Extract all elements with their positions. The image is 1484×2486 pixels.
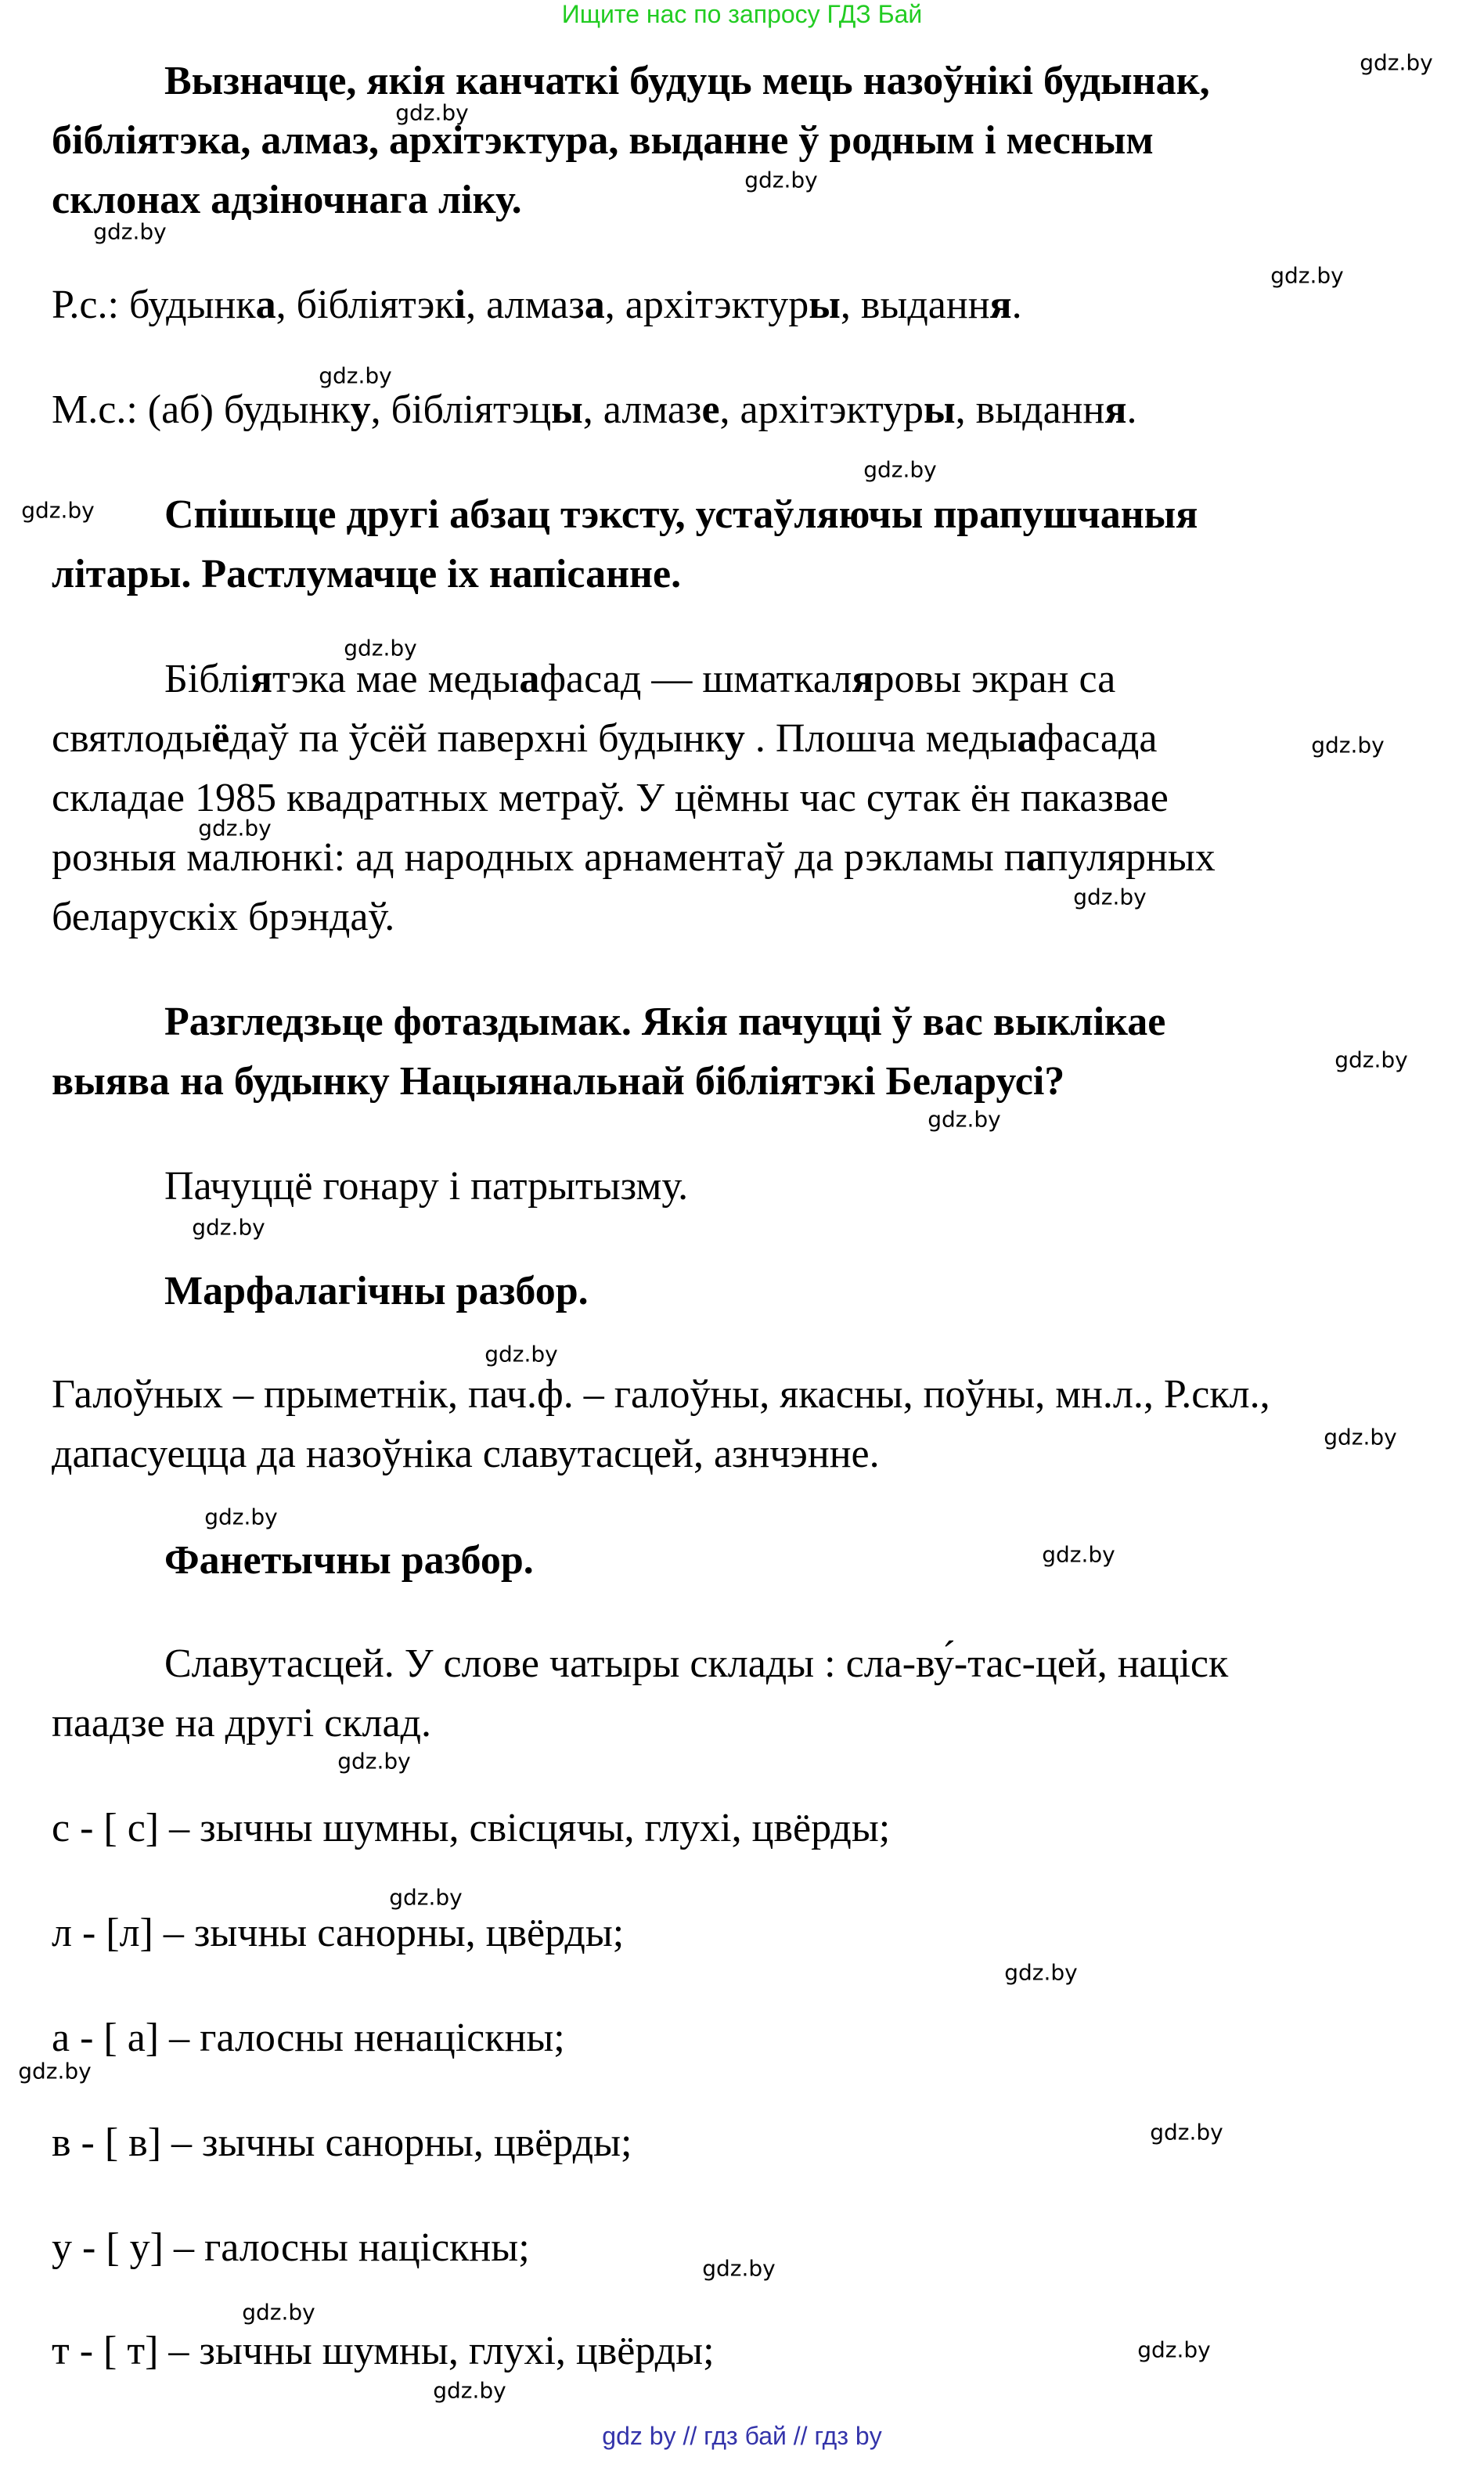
watermark: gdz.by <box>93 218 167 245</box>
watermark: gdz.by <box>1137 2336 1211 2363</box>
text-segment: , бібліятэц <box>370 387 552 432</box>
watermark: gdz.by <box>1270 262 1344 289</box>
highlighted-letter: я <box>1104 387 1127 432</box>
text-segment: , бібліятэк <box>276 283 455 327</box>
text-segment: , алмаз <box>466 283 585 327</box>
watermark: gdz.by <box>1150 2119 1223 2146</box>
task-2-paragraph <box>52 715 1157 762</box>
highlighted-letter: у <box>350 387 371 432</box>
watermark: gdz.by <box>1311 732 1385 758</box>
morphology-heading <box>164 1268 589 1315</box>
text-segment: тэка мае меды <box>272 657 520 701</box>
watermark: gdz.by <box>1360 49 1433 76</box>
sound-item <box>52 2328 715 2375</box>
highlighted-letter: у <box>724 716 745 761</box>
text-segment: а - [ а] – галосны ненаціскны; <box>52 2016 565 2060</box>
text-segment: т - [ т] – зычны шумны, глухі, цвёрды; <box>52 2329 715 2373</box>
highlighted-letter: я <box>852 657 874 701</box>
highlighted-letter: а <box>1025 835 1046 880</box>
watermark: gdz.by <box>21 497 95 524</box>
watermark: gdz.by <box>337 1748 411 1774</box>
text-segment: у - [ у] – галосны націскны; <box>52 2225 530 2270</box>
highlighted-letter: ы <box>924 387 956 432</box>
text-segment: . Плошча меды <box>744 716 1018 761</box>
watermark: gdz.by <box>242 2299 315 2326</box>
text-segment: Р.с.: будынк <box>52 283 256 327</box>
task-3-question <box>164 999 1165 1046</box>
task-1-question <box>164 58 1210 105</box>
sound-item <box>52 1805 890 1852</box>
watermark: gdz.by <box>863 456 937 483</box>
text-segment: даў па ўсёй паверхні будынк <box>229 716 725 761</box>
highlighted-letter: Марфалагічны разбор. <box>164 1269 589 1313</box>
watermark: gdz.by <box>1042 1541 1115 1568</box>
text-segment: беларускіх брэндаў. <box>52 895 395 939</box>
text-segment: , выданн <box>840 283 990 327</box>
task-1-question <box>52 177 522 224</box>
phonetics-text <box>164 1641 1228 1688</box>
task-2-question <box>52 551 681 598</box>
text-segment: , архітэктур <box>719 387 924 432</box>
highlighted-letter: выява на будынку Нацыянальнай бібліятэкі Беларусі? <box>52 1059 1065 1104</box>
text-segment: , алмаз <box>582 387 702 432</box>
highlighted-letter: літары. Растлумачце іх напісанне. <box>52 552 682 596</box>
highlighted-letter: склонах адзіночнага ліку. <box>52 178 522 222</box>
sound-item <box>52 2225 530 2272</box>
text-segment: дапасуецца да назоўніка славутасцей, азнчэнне. <box>52 1432 880 1476</box>
sound-item <box>52 2120 632 2167</box>
text-segment: ровы экран са <box>873 657 1116 701</box>
watermark: gdz.by <box>744 167 818 193</box>
highlighted-letter: а <box>519 657 540 701</box>
text-segment: , архітэктур <box>604 283 809 327</box>
highlighted-letter: і <box>454 283 466 327</box>
task-3-question <box>52 1058 1064 1105</box>
task-3-answer <box>164 1163 688 1210</box>
phonetics-text <box>52 1700 431 1747</box>
highlighted-letter: Вызначце, якія канчаткі будуць мець назоўнікі будынак, <box>164 59 1210 103</box>
task-1-question <box>52 117 1154 164</box>
watermark: gdz.by <box>319 362 392 389</box>
highlighted-letter: Спішыце другі абзац тэксту, устаўляючы прапушчаныя <box>164 492 1198 537</box>
text-segment: фасад — шматкал <box>539 657 852 701</box>
highlighted-letter: бібліятэка, алмаз, архітэктура, выданне ў родным і месным <box>52 118 1154 163</box>
task-2-paragraph <box>164 656 1115 703</box>
watermark: gdz.by <box>1324 1424 1397 1450</box>
genitive-answer <box>52 282 1022 329</box>
text-segment: М.с.: (аб) будынк <box>52 387 351 432</box>
task-2-paragraph <box>52 834 1216 881</box>
watermark: gdz.by <box>198 815 272 841</box>
text-segment: л - [л] – зычны санорны, цвёрды; <box>52 1911 625 1955</box>
highlighted-letter: я <box>250 657 273 701</box>
watermark: gdz.by <box>344 635 417 661</box>
locative-answer <box>52 387 1136 434</box>
highlighted-letter: ы <box>551 387 583 432</box>
watermark: gdz.by <box>18 2058 92 2084</box>
watermark: gdz.by <box>204 1504 278 1530</box>
text-segment: . <box>1011 283 1022 327</box>
text-segment: с - [ с] – зычны шумны, свісцячы, глухі, цвёрды; <box>52 1806 891 1850</box>
text-segment: , выданн <box>955 387 1105 432</box>
sound-item <box>52 1910 624 1957</box>
text-segment: пулярных <box>1046 835 1216 880</box>
watermark: gdz.by <box>702 2255 776 2282</box>
highlighted-letter: а <box>1017 716 1038 761</box>
morphology-text <box>52 1431 880 1478</box>
highlighted-letter: а <box>255 283 276 327</box>
search-hint-banner[interactable]: Ищите нас по запросу ГДЗ Бай <box>561 0 923 28</box>
watermark: gdz.by <box>484 1341 558 1367</box>
watermark: gdz.by <box>389 1884 463 1911</box>
watermark: gdz.by <box>1004 1959 1078 1986</box>
sound-item <box>52 2015 565 2062</box>
watermark: gdz.by <box>1335 1047 1408 1073</box>
text-segment: фасада <box>1037 716 1158 761</box>
watermark: gdz.by <box>192 1214 265 1241</box>
highlighted-letter: е <box>701 387 720 432</box>
watermark: gdz.by <box>395 99 469 126</box>
task-2-question <box>164 492 1198 539</box>
phonetics-heading <box>164 1537 534 1584</box>
text-segment: паадзе на другі склад. <box>52 1701 431 1746</box>
text-segment: . <box>1126 387 1137 432</box>
task-2-paragraph <box>52 894 394 941</box>
highlighted-letter: Разгледзьце фотаздымак. Якія пачуцці ў вас выклікае <box>164 1000 1166 1044</box>
highlighted-letter: ё <box>211 716 230 761</box>
text-segment: складае 1985 квадратных метраў. У цёмны час сутак ён паказвае <box>52 776 1169 820</box>
watermark: gdz.by <box>928 1106 1001 1133</box>
text-segment: Біблі <box>164 657 250 701</box>
highlighted-letter: а <box>584 283 605 327</box>
highlighted-letter: Фанетычны разбор. <box>164 1538 534 1583</box>
text-segment: в - [ в] – зычны санорны, цвёрды; <box>52 2120 632 2165</box>
footer-links[interactable]: gdz by // гдз бай // гдз by <box>602 2422 882 2450</box>
text-segment: Галоўных – прыметнік, пач.ф. – галоўны, якасны, поўны, мн.л., Р.скл., <box>52 1372 1270 1417</box>
watermark: gdz.by <box>1073 884 1147 910</box>
highlighted-letter: ы <box>809 283 841 327</box>
text-segment: Славутасцей. У слове чатыры склады : сла-ву́-тас-цей, націск <box>164 1641 1229 1686</box>
watermark: gdz.by <box>433 2377 506 2404</box>
text-segment: розныя малюнкі: ад народных арнаментаў да рэкламы п <box>52 835 1026 880</box>
text-segment: Пачуццё гонару і патрытызму. <box>164 1164 689 1209</box>
highlighted-letter: я <box>989 283 1012 327</box>
morphology-text <box>52 1371 1270 1418</box>
text-segment: святлоды <box>52 716 212 761</box>
